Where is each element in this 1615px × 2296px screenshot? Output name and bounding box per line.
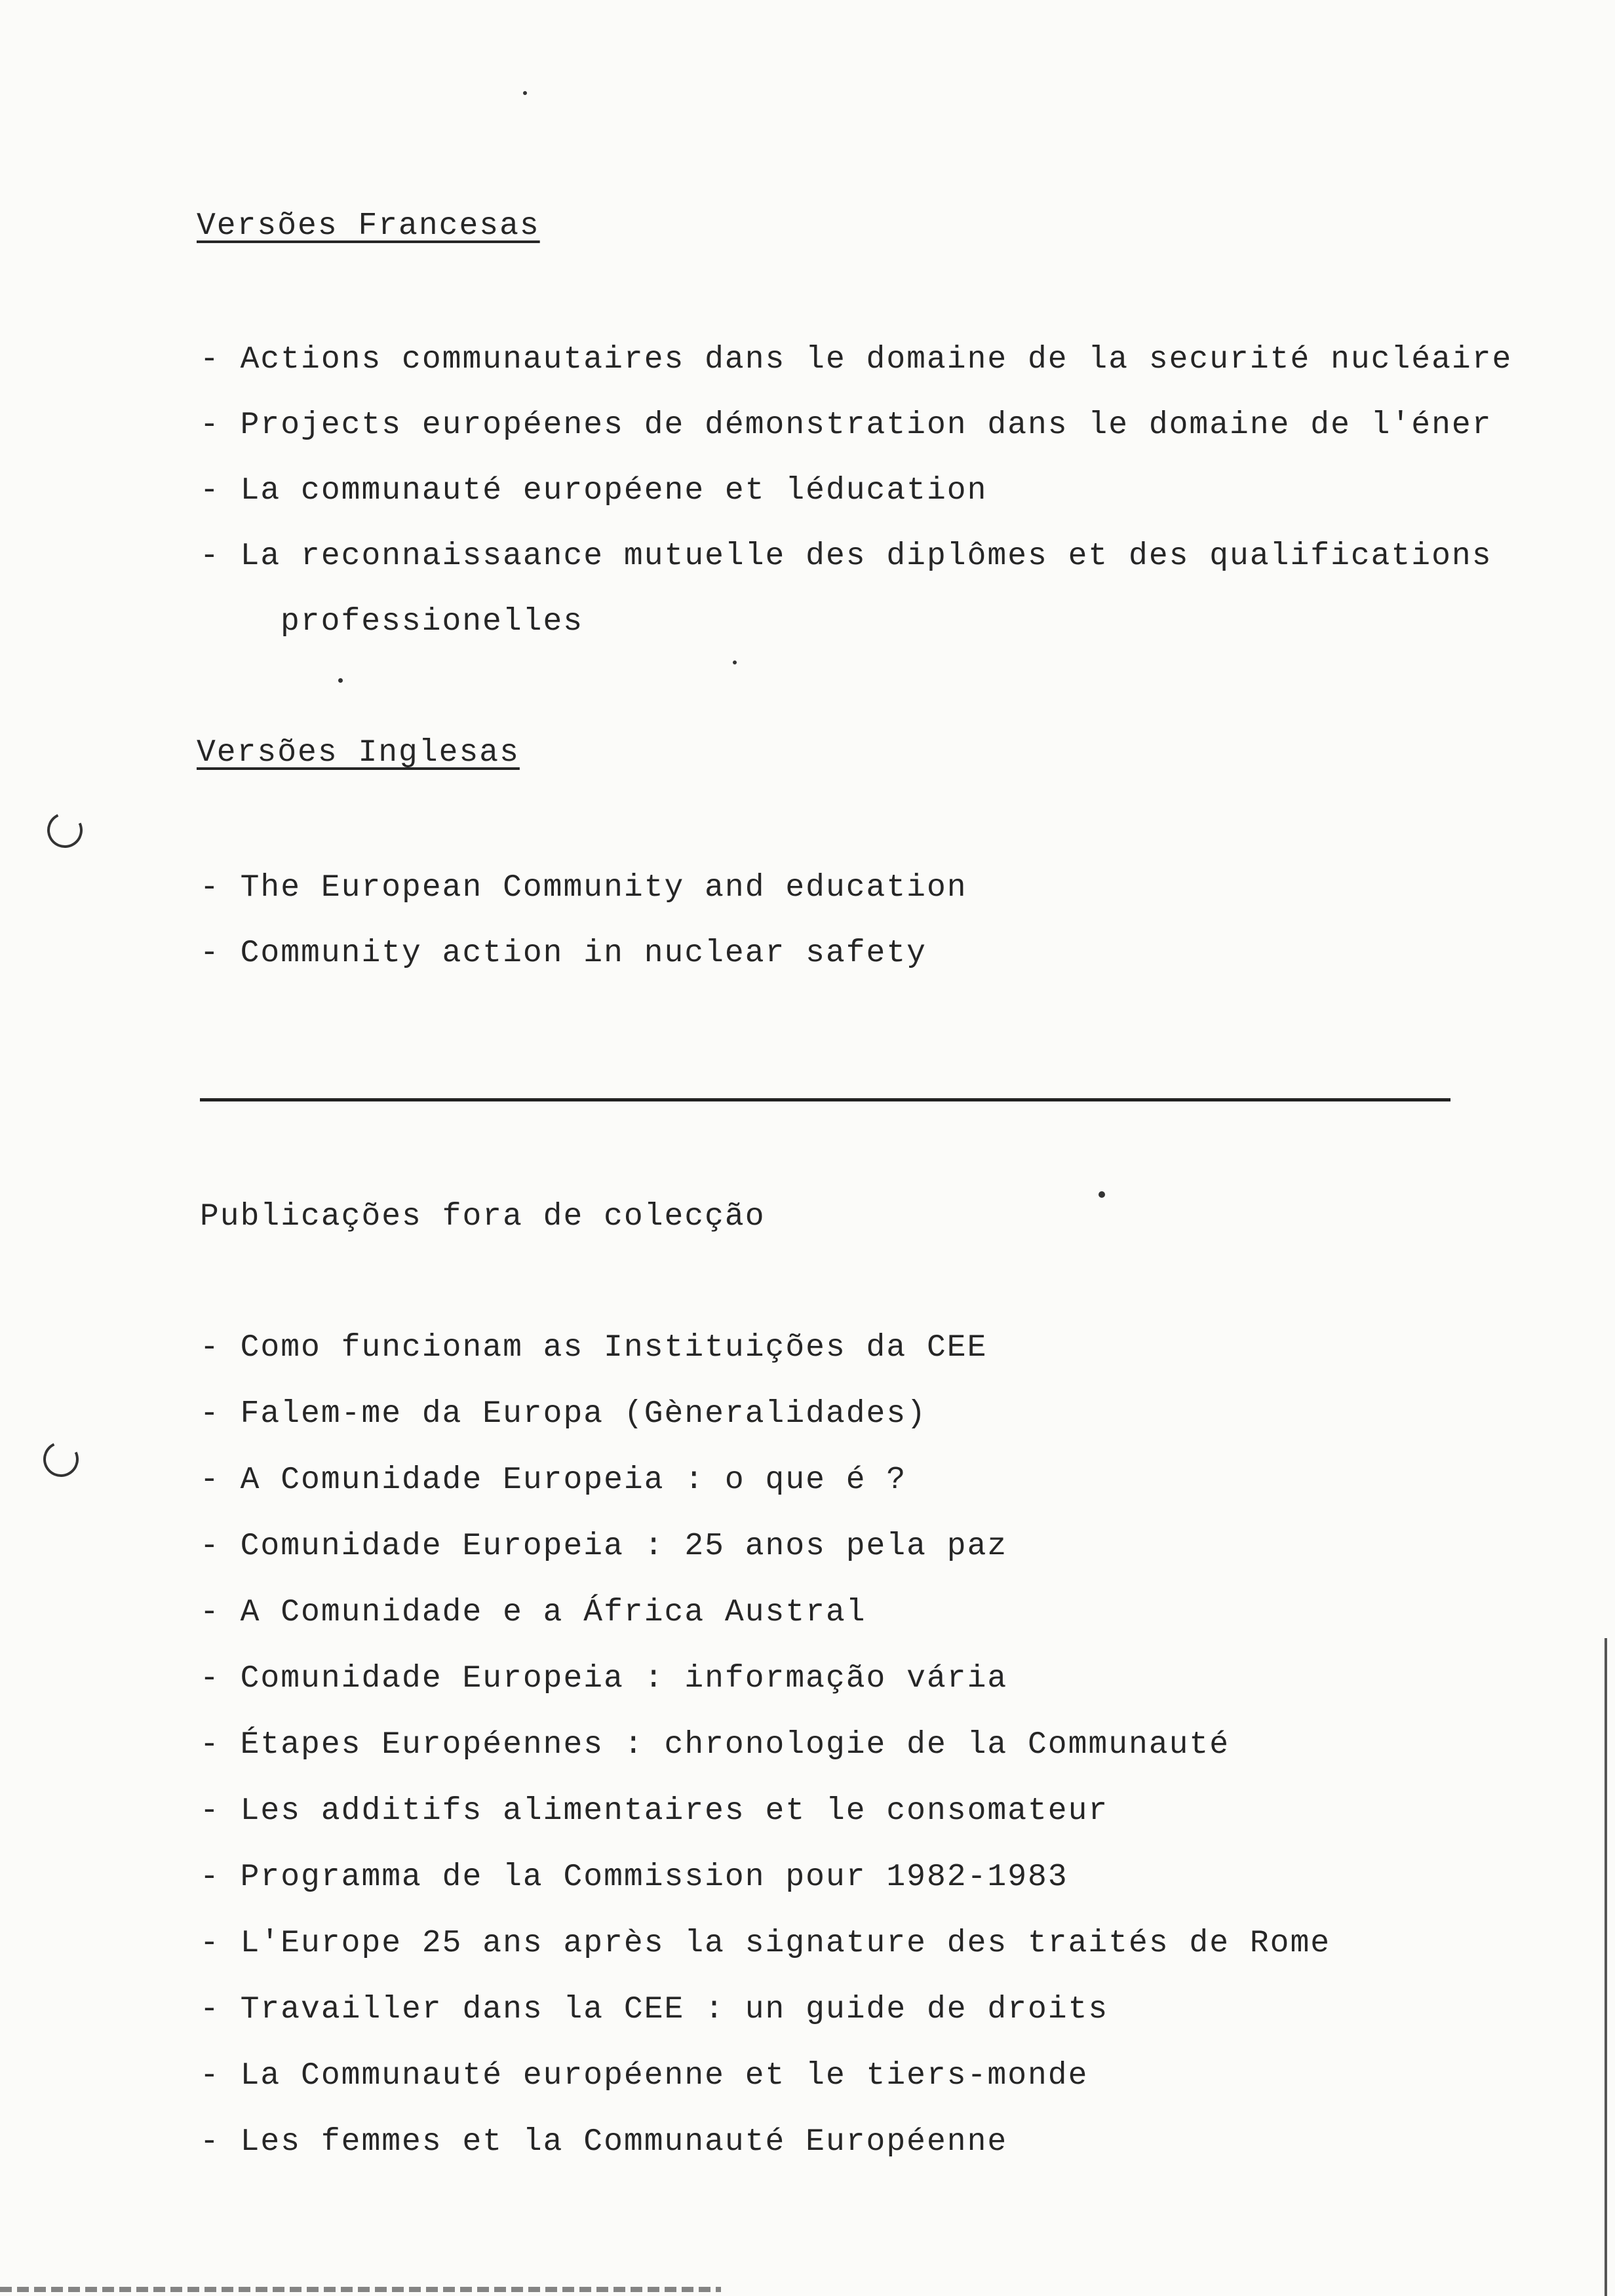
english-item-2: - Community action in nuclear safety (200, 936, 927, 971)
publication-item-11: - Travailler dans la CEE : un guide de droits (200, 1992, 1109, 2027)
french-item-1: - Actions communautaires dans le domaine de la securité nucléaire (200, 342, 1513, 377)
french-item-2: - Projects européenes de démonstration dans le domaine de l'éner (200, 408, 1492, 443)
scan-speck (733, 660, 737, 664)
publication-item-4: - Comunidade Europeia : 25 anos pela paz (200, 1529, 1008, 1564)
french-item-4: - La reconnaissaance mutuelle des diplômes et des qualifications (200, 539, 1492, 574)
english-versions-heading: Versões Inglesas (197, 735, 520, 771)
scan-speck (1099, 1191, 1105, 1198)
publication-item-8: - Les additifs alimentaires et le consomateur (200, 1793, 1109, 1829)
publication-item-1: - Como funcionam as Instituições da CEE (200, 1330, 988, 1366)
publication-item-3: - A Comunidade Europeia : o que é ? (200, 1463, 907, 1498)
binder-punch-icon (38, 1436, 83, 1482)
publication-item-12: - La Communauté européenne et le tiers-monde (200, 2058, 1089, 2094)
publication-item-6: - Comunidade Europeia : informação vária (200, 1661, 1008, 1696)
publication-item-13: - Les femmes et la Communauté Européenne (200, 2124, 1008, 2160)
section-divider (200, 1098, 1450, 1101)
publication-item-5: - A Comunidade e a África Austral (200, 1595, 866, 1630)
scan-speck (338, 678, 343, 683)
other-publications-heading: Publicações fora de colecção (200, 1199, 766, 1234)
publication-item-7: - Étapes Européennes : chronologie de la Communauté (200, 1727, 1230, 1763)
page-edge-shadow (1605, 1638, 1607, 2296)
publication-item-9: - Programma de la Commission pour 1982-1983 (200, 1860, 1068, 1895)
french-item-4-continuation: professionelles (281, 604, 584, 640)
english-item-1: - The European Community and education (200, 870, 967, 906)
binder-punch-icon (42, 807, 87, 852)
scan-bottom-smudge (0, 2287, 721, 2292)
french-versions-heading: Versões Francesas (197, 208, 540, 244)
publication-item-10: - L'Europe 25 ans après la signature des traités de Rome (200, 1926, 1331, 1961)
scan-speck (523, 91, 527, 95)
french-item-3: - La communauté européene et léducation (200, 473, 988, 508)
publication-item-2: - Falem-me da Europa (Gèneralidades) (200, 1396, 927, 1432)
